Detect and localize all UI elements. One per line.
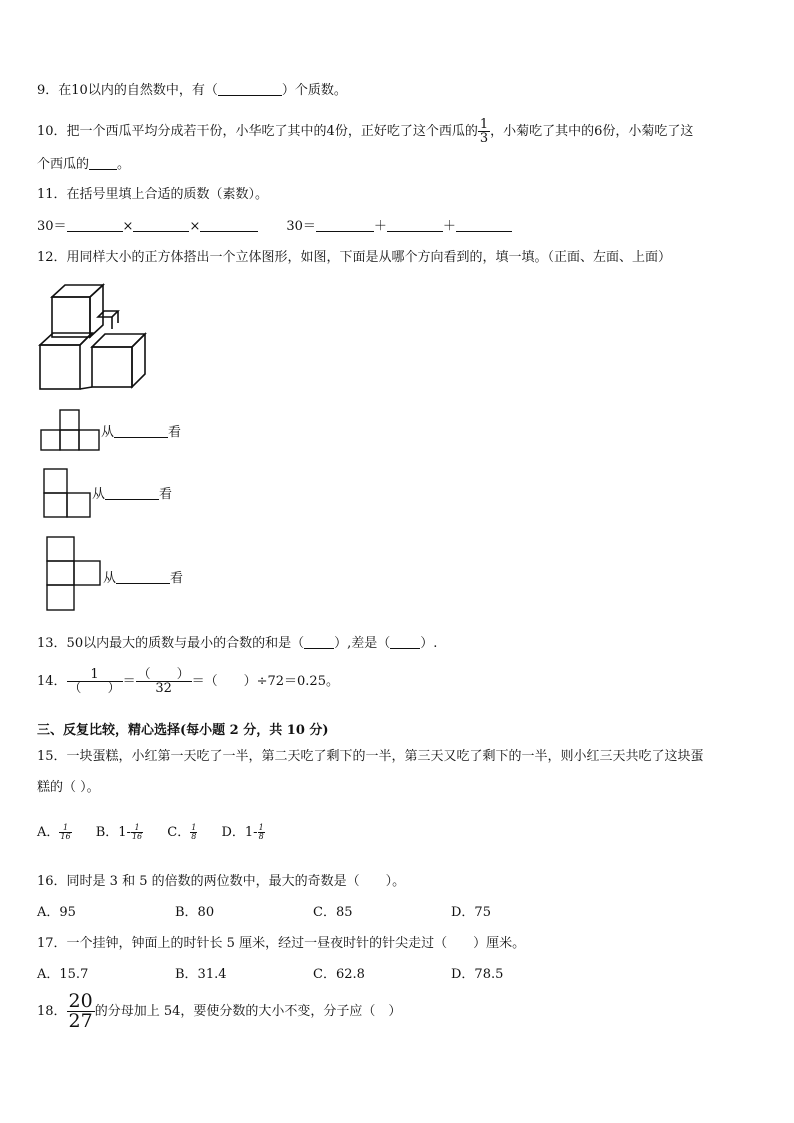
question-14: 14． $\frac{1}{( )}$ ＝ $\frac{( )}{32}$ ＝（ ）÷72＝0.25。 bbox=[37, 667, 339, 696]
answer-blank[interactable] bbox=[67, 218, 123, 232]
option-c[interactable]: C．85 bbox=[313, 905, 353, 920]
answer-blank[interactable] bbox=[304, 635, 334, 649]
option-a[interactable]: A．95 bbox=[37, 905, 76, 920]
question-17: 17．一个挂钟，钟面上的时针长 5 厘米，经过一昼夜时针的针尖走过（ ）厘米。 bbox=[37, 936, 526, 951]
answer-blank[interactable] bbox=[200, 218, 258, 232]
question-15-line2: 糕的（ ）。 bbox=[37, 780, 100, 795]
fraction-2: $\frac{( )}{32}$ bbox=[137, 667, 190, 696]
question-18: 18． $\frac{20}{27}$ 的分母加上 54，要使分数的大小不变，分子应（ ） bbox=[37, 990, 402, 1032]
option-a[interactable]: A．15.7 bbox=[37, 967, 89, 982]
question-15-options bbox=[37, 824, 265, 842]
view-figure-2 bbox=[42, 467, 92, 519]
answer-blank[interactable] bbox=[218, 82, 282, 96]
option-a[interactable]: A． $\frac{1}{16}$ bbox=[37, 823, 71, 841]
fraction-20-27: $\frac{20}{27}$ bbox=[68, 990, 93, 1032]
answer-blank[interactable] bbox=[114, 424, 168, 438]
option-c[interactable]: C． $\frac{1}{8}$ bbox=[167, 823, 197, 841]
answer-blank[interactable] bbox=[105, 486, 159, 500]
answer-blank[interactable] bbox=[316, 218, 374, 232]
section-3-heading: 三、反复比较，精心选择(每小题 2 分，共 10 分) bbox=[37, 723, 329, 738]
view-label-1: 从 看 bbox=[101, 425, 182, 440]
answer-blank[interactable] bbox=[387, 218, 443, 232]
question-12-title: 12．用同样大小的正方体搭出一个立体图形，如图，下面是从哪个方向看到的，填一填。（正面、左面、上面） bbox=[37, 250, 672, 265]
question-11-title: 11．在括号里填上合适的质数（素数）。 bbox=[37, 187, 269, 202]
option-d[interactable]: D．1- $\frac{1}{8}$ bbox=[221, 823, 264, 841]
fraction-one-third: $\frac{1}{3}$ bbox=[479, 117, 489, 146]
answer-blank[interactable] bbox=[116, 570, 170, 584]
question-9: 9．在10以内的自然数中，有（ ）个质数。 bbox=[37, 83, 347, 98]
cube-figure bbox=[38, 283, 150, 393]
question-11-equations: 30＝ × × 30＝ ＋ ＋ bbox=[37, 218, 512, 236]
answer-blank[interactable] bbox=[133, 218, 189, 232]
option-d[interactable]: D．75 bbox=[451, 905, 491, 920]
option-d[interactable]: D．78.5 bbox=[451, 967, 504, 982]
question-10-line2: 个西瓜的 。 bbox=[37, 157, 131, 172]
fraction-1: $\frac{1}{( )}$ bbox=[68, 667, 121, 696]
question-16-options bbox=[37, 904, 491, 922]
option-b[interactable]: B．1- $\frac{1}{16}$ bbox=[95, 823, 143, 841]
option-b[interactable]: B．31.4 bbox=[175, 967, 227, 982]
view-figure-3 bbox=[45, 535, 103, 613]
answer-blank[interactable] bbox=[89, 156, 117, 170]
answer-blank[interactable] bbox=[390, 635, 420, 649]
option-c[interactable]: C．62.8 bbox=[313, 967, 365, 982]
question-15-line1: 15．一块蛋糕，小红第一天吃了一半，第二天吃了剩下的一半，第三天又吃了剩下的一半，则小红三天共吃了这块蛋 bbox=[37, 749, 704, 764]
view-figure-1 bbox=[40, 408, 102, 452]
option-b[interactable]: B．80 bbox=[175, 905, 215, 920]
question-16: 16．同时是 3 和 5 的倍数的两位数中，最大的奇数是（ ）。 bbox=[37, 874, 406, 889]
question-13: 13．50以内最大的质数与最小的合数的和是（ ）,差是（ ）. bbox=[37, 636, 438, 651]
view-label-2: 从 看 bbox=[92, 487, 173, 502]
question-17-options bbox=[37, 966, 503, 984]
question-10: 10．把一个西瓜平均分成若干份，小华吃了其中的4份，正好吃了这个西瓜的 $\frac{1}{3}$ ，小菊吃了其中的6份，小菊吃了这 bbox=[37, 117, 694, 146]
view-label-3: 从 看 bbox=[103, 571, 184, 586]
answer-blank[interactable] bbox=[456, 218, 512, 232]
